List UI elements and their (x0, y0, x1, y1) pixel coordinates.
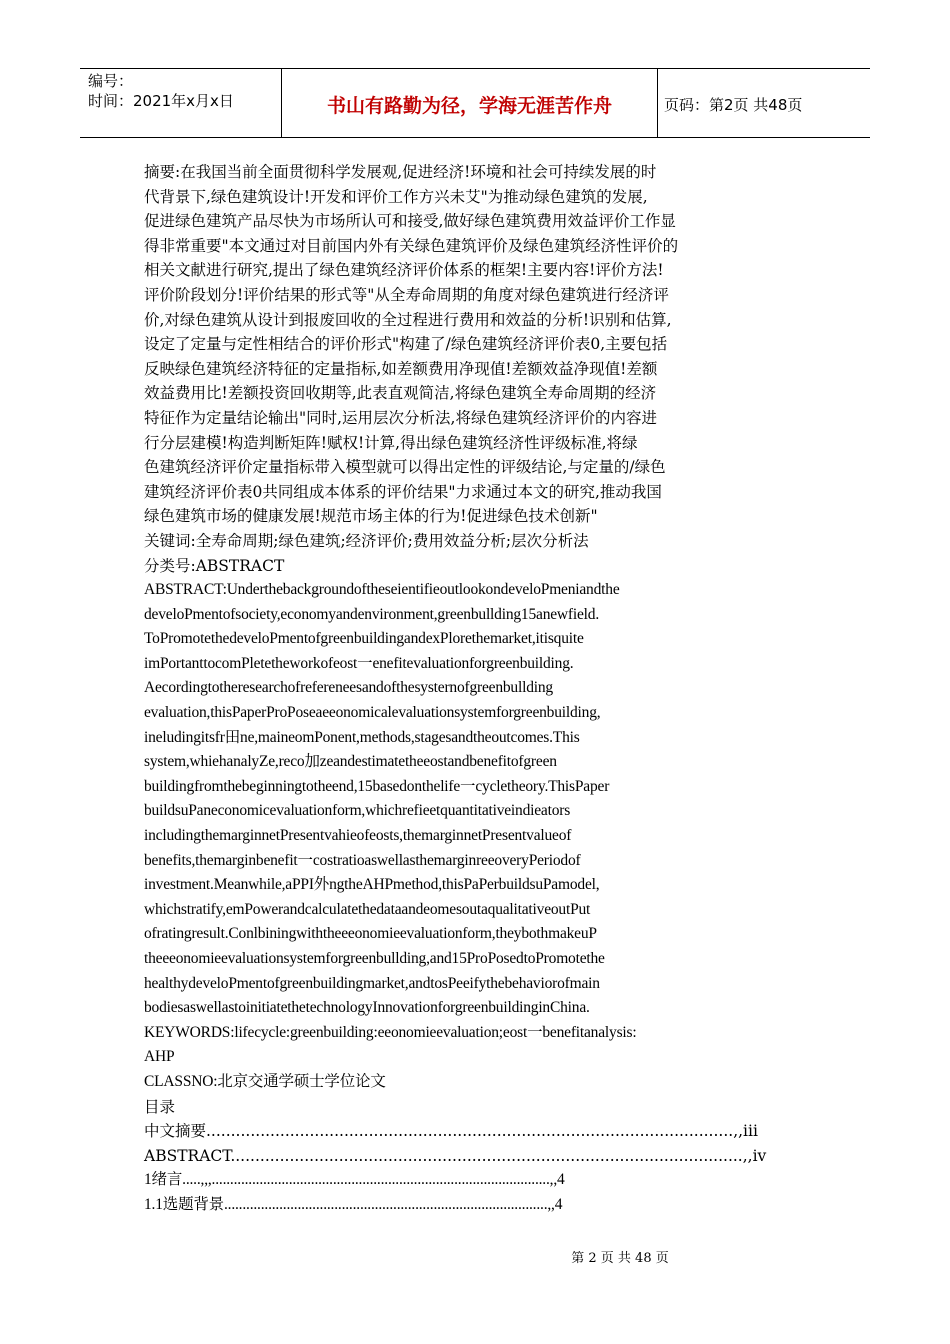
text-line: ABSTRACT:UnderthebackgroundoftheseientifieoutlookondeveloPmeniandthe (144, 581, 620, 599)
text-line: bodiesaswellastoinitiatethetechnologyInnovationforgreenbuildinginChina. (144, 999, 590, 1017)
text-line: 关键词:全寿命周期;绿色建筑;经济评价;费用效益分析;层次分析法 (144, 531, 589, 550)
text-line: theeeonomieevaluationsystemforgreenbullding,and15ProPosedtoPromotethe (144, 950, 605, 967)
text-line: 相关文献进行研究,提出了绿色建筑经济评价体系的框架!主要内容!评价方法! (144, 261, 664, 280)
text-line: 绿色建筑市场的健康发展!规范市场主体的行为!促进绿色技术创新" (144, 507, 598, 526)
page-footer (0, 1247, 950, 1266)
text-line: 评价阶段划分!评价结果的形式等"从全寿命周期的角度对绿色建筑进行经济评 (144, 285, 669, 304)
text-line: 得非常重要"本文通过对目前国内外有关绿色建筑评价及绿色建筑经济性评价的 (144, 236, 679, 255)
header-page-label: 页码：第2页 共48页 (664, 96, 803, 114)
text-line: buildsuPaneconomicevaluationform,whichrefieetquantitativeindieators (144, 802, 571, 820)
text-line: 目录 (144, 1097, 176, 1116)
text-line: healthydeveloPmentofgreenbuildingmarket,andtosPeeifythebehaviorofmain (144, 974, 600, 992)
header-motto: 书山有路勤为径，学海无涯苦作舟 (326, 95, 612, 117)
text-line: 色建筑经济评价定量指标带入模型就可以得出定性的评级结论,与定量的/绿色 (144, 458, 666, 477)
text-line: includingthemarginnetPresentvahieofeosts,themarginnetPresentvalueof (144, 827, 572, 845)
text-line: evaluation,thisPaperProPoseaeeonomicalevaluationsystemforgreenbuilding, (144, 704, 601, 722)
text-line: 价,对绿色建筑从设计到报废回收的全过程进行费用和效益的分析!识别和估算, (144, 310, 672, 329)
page-header (80, 68, 870, 138)
text-line: develoPmentofsociety,economyandenvironment,greenbullding15anewfield. (144, 605, 599, 623)
header-page-cell (664, 69, 870, 137)
document-body (144, 160, 767, 1218)
text-line: ofratingresult.Conlbiningwiththeeeonomieevaluationform,theybothmakeuP (144, 925, 597, 943)
text-line: 代背景下,绿色建筑设计!开发和评价工作方兴未艾"为推动绿色建筑的发展, (144, 187, 648, 206)
text-line: ineludingitsfr田ne,maineomPonent,methods,stagesandtheoutcomes.This (144, 728, 580, 746)
text-line: AHP (144, 1048, 175, 1066)
header-meta (80, 69, 280, 137)
text-line: 行分层建模!构造判断矩阵!赋权!计算,得出绿色建筑经济性评级标准,将绿 (144, 433, 638, 452)
text-line: 促进绿色建筑产品尽快为市场所认可和接受,做好绿色建筑费用效益评价工作显 (144, 212, 676, 231)
text-line: whichstratify,emPowerandcalculatethedataandeomesoutaqualitativeoutPut (144, 900, 591, 918)
text-line: system,whiehanalyZe,reco加zeandestimatetheeostandbenefitofgreen (144, 753, 557, 771)
text-line: CLASSNO:北京交通学硕士学位论文 (144, 1072, 386, 1090)
text-line: ABSTRACT........................................................................................................,,iv (144, 1146, 767, 1165)
footer-page-number: 第 2 页 共 48 页 (571, 1251, 669, 1266)
document-number-label: 编号： (88, 72, 134, 90)
text-line: 特征作为定量结论输出"同时,运用层次分析法,将绿色建筑经济评价的内容进 (144, 408, 657, 427)
text-line: 1绪言.....,,,............................................................................................,,4 (144, 1171, 565, 1189)
text-line: 摘要:在我国当前全面贯彻科学发展观,促进经济!环境和社会可持续发展的时 (144, 163, 657, 181)
text-line: 中文摘要...........................................................................................................,,iii (144, 1122, 758, 1141)
text-line: 分类号:ABSTRACT (144, 556, 285, 575)
text-line: investment.Meanwhile,aPPI外ngtheAHPmethod,thisPaPerbuildsuPamodel, (144, 876, 600, 894)
text-line: 反映绿色建筑经济特征的定量指标,如差额费用净现值!差额效益净现值!差额 (144, 359, 658, 378)
text-line: 设定了定量与定性相结合的评价形式"构建了/绿色建筑经济评价表0,主要包括 (144, 335, 668, 354)
text-line: 1.1选题背景........................................................................................,,4 (144, 1195, 563, 1213)
text-line: benefits,themarginbenefit一costratioaswellasthemarginreeoveryPeriodof (144, 851, 581, 869)
text-line: KEYWORDS:lifecycle:greenbuilding:eeonomieevaluation;eost一benefitanalysis: (144, 1023, 637, 1041)
text-line: 建筑经济评价表0共同组成本体系的评价结果"力求通过本文的研究,推动我国 (144, 482, 662, 501)
header-motto-cell (281, 69, 658, 137)
document-date-label: 时间：2021年x月x日 (88, 92, 234, 110)
text-line: ToPromotethedeveloPmentofgreenbuildingandexPlorethemarket,itisquite (144, 630, 584, 648)
text-line: imPortanttocomPletetheworkofeost一enefitevaluationforgreenbuilding. (144, 654, 574, 672)
text-line: 效益费用比!差额投资回收期等,此表直观简洁,将绿色建筑全寿命周期的经济 (144, 384, 657, 403)
text-line: Aecordingtotheresearchofrefereneesandofthesysternofgreenbullding (144, 679, 553, 697)
text-line: buildingfromthebeginningtotheend,15basedonthelife一cycletheory.ThisPaper (144, 777, 610, 795)
